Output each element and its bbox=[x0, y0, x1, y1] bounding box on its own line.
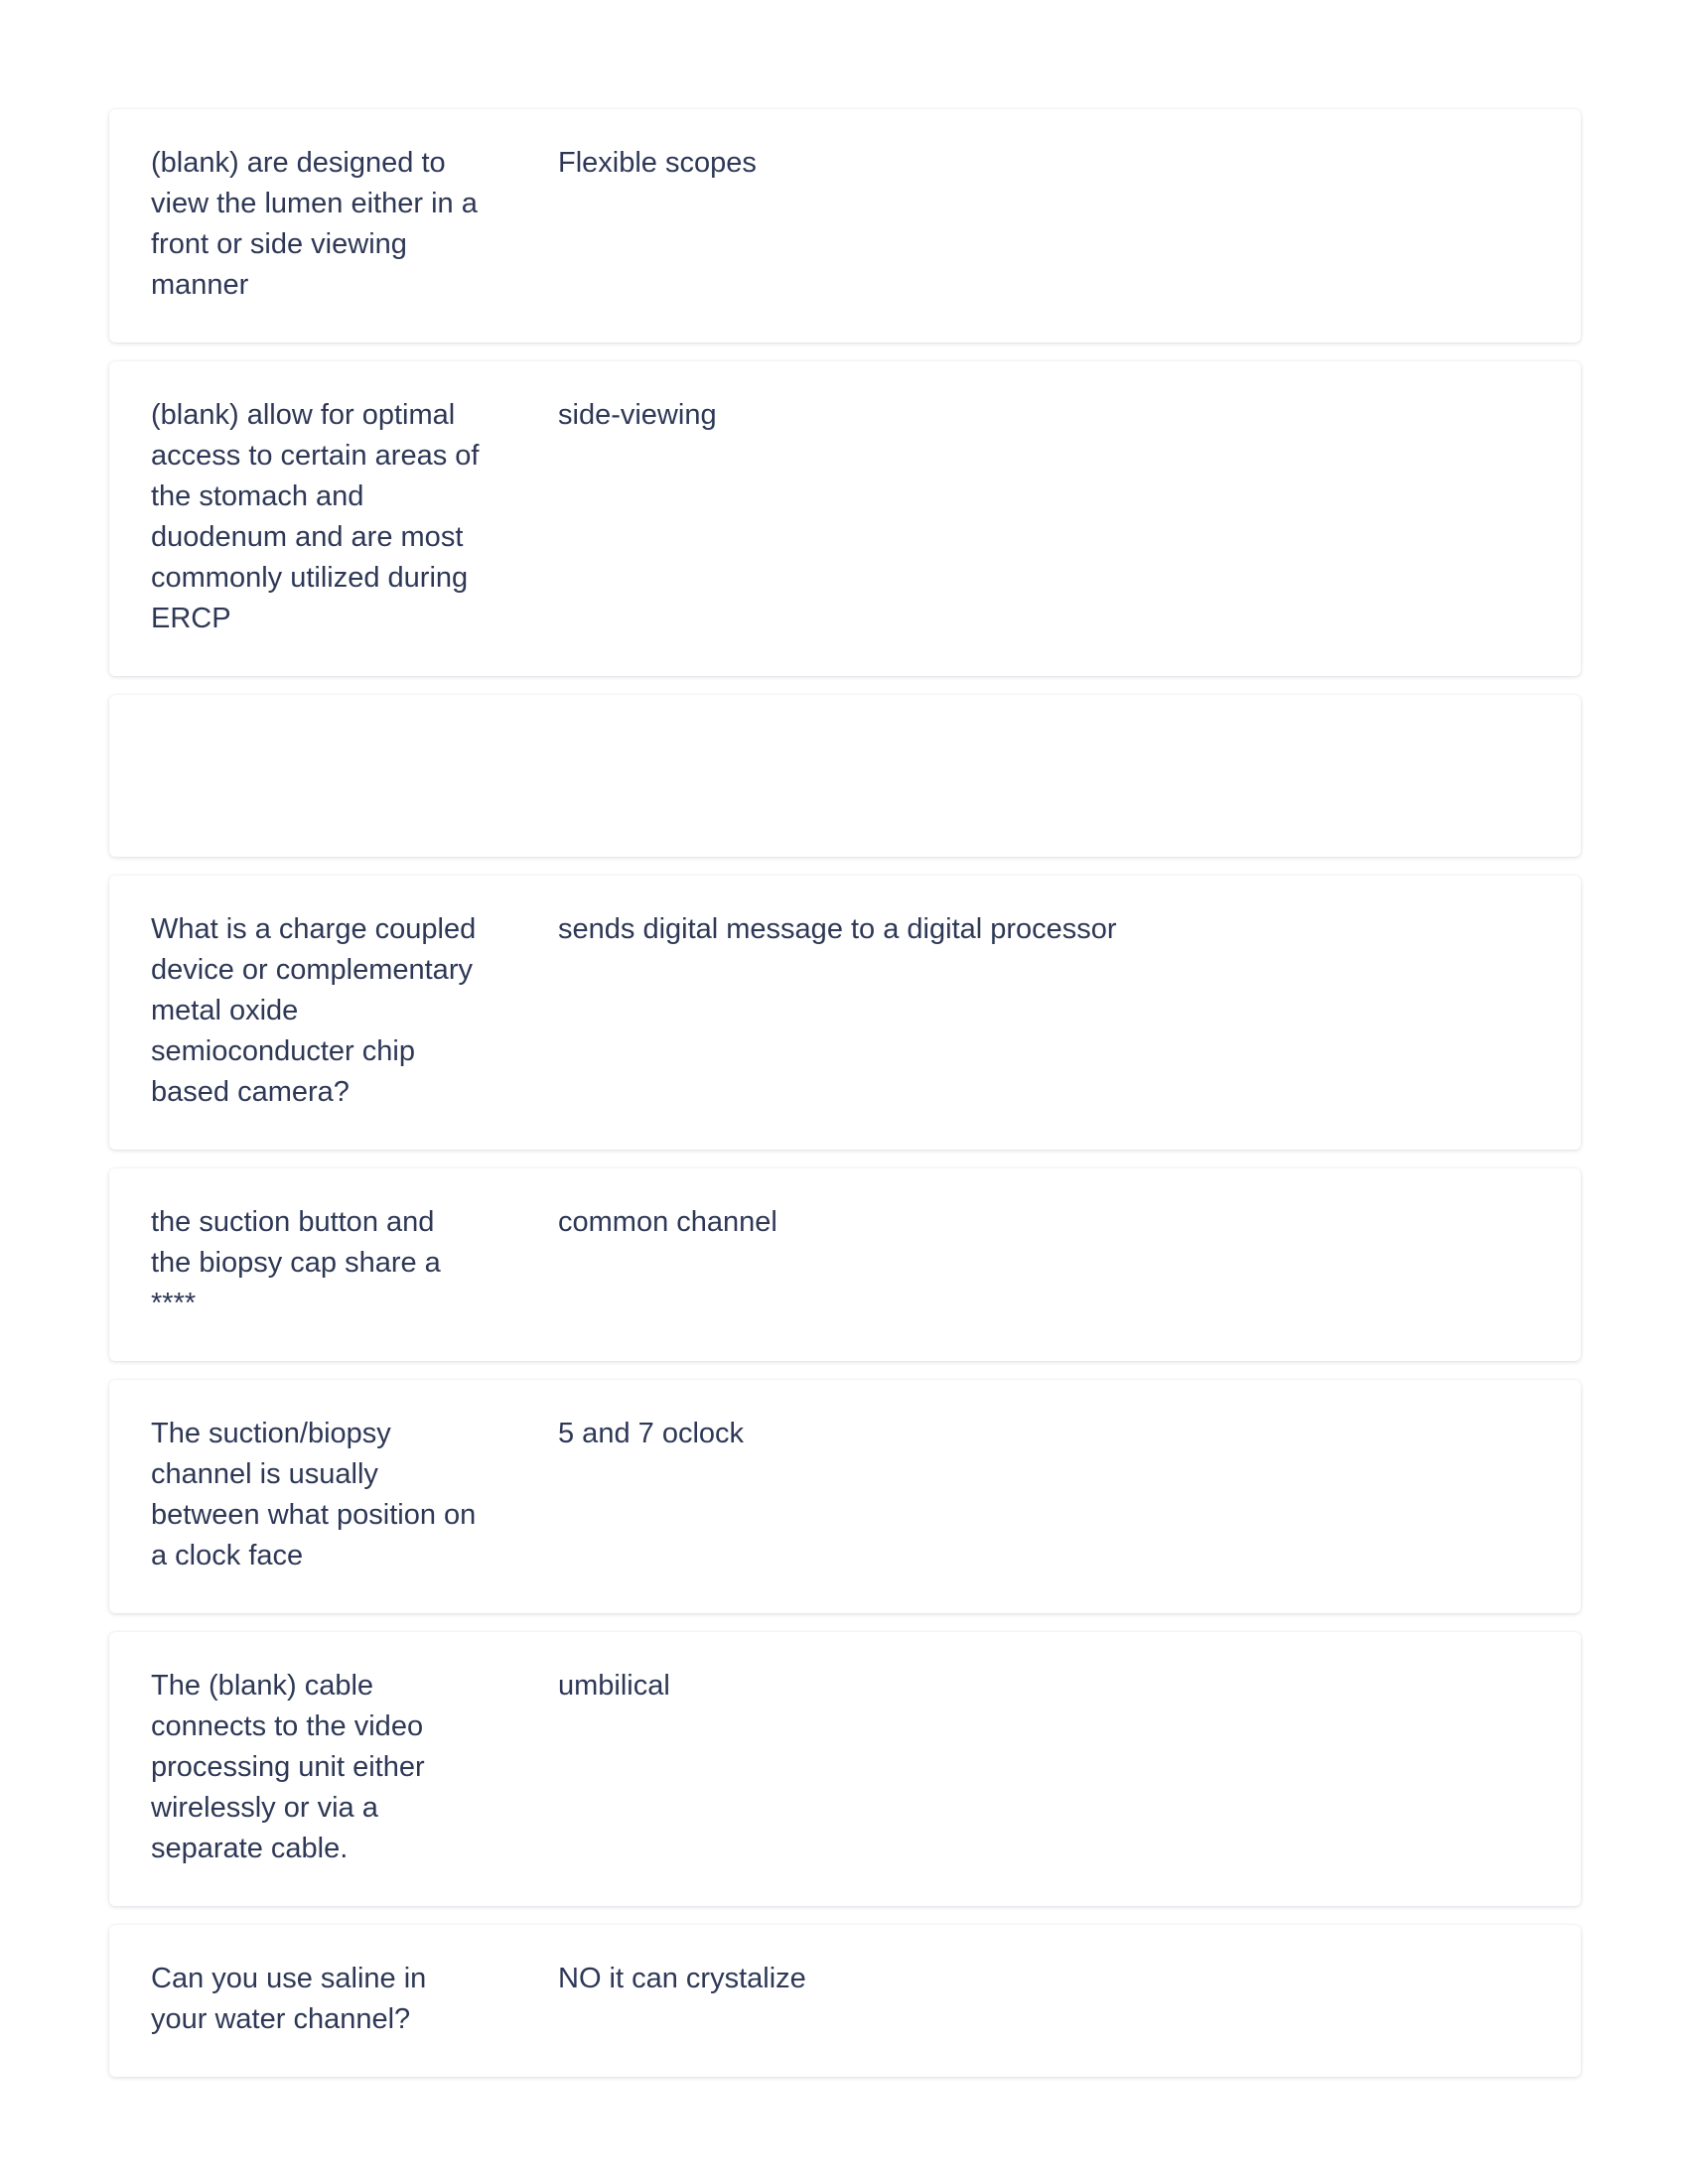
card-definition: umbilical bbox=[558, 1670, 670, 1702]
card-term: the suction button and the biopsy cap share a **** bbox=[151, 1206, 441, 1319]
card-term: The (blank) cable connects to the video processing unit either wirelessly or via a separate cable. bbox=[151, 1670, 425, 1864]
flashcard bbox=[109, 1168, 1581, 1361]
card-term: What is a charge coupled device or complementary metal oxide semioconducter chip based camera? bbox=[151, 913, 477, 1108]
card-definition: 5 and 7 oclock bbox=[558, 1418, 745, 1449]
flashcard bbox=[109, 876, 1581, 1150]
flashcard bbox=[109, 1632, 1581, 1906]
card-definition: NO it can crystalize bbox=[558, 1963, 806, 1994]
flashcard bbox=[109, 361, 1581, 676]
card-term: Can you use saline in your water channel? bbox=[151, 1963, 427, 2035]
card-definition: side-viewing bbox=[558, 399, 717, 431]
card-definition: sends digital message to a digital processor bbox=[558, 913, 1117, 945]
flashcard bbox=[109, 1380, 1581, 1613]
card-definition: Flexible scopes bbox=[558, 147, 757, 179]
flashcard-list bbox=[109, 109, 1581, 2096]
card-definition: common channel bbox=[558, 1206, 777, 1238]
flashcard bbox=[109, 109, 1581, 342]
flashcard-empty bbox=[109, 695, 1581, 857]
card-term: The suction/biopsy channel is usually between what position on a clock face bbox=[151, 1418, 477, 1571]
card-term: (blank) allow for optimal access to certain areas of the stomach and duodenum and are most commonly utilized during ERCP bbox=[151, 399, 480, 634]
card-term: (blank) are designed to view the lumen either in a front or side viewing manner bbox=[151, 147, 478, 301]
flashcard bbox=[109, 1925, 1581, 2077]
